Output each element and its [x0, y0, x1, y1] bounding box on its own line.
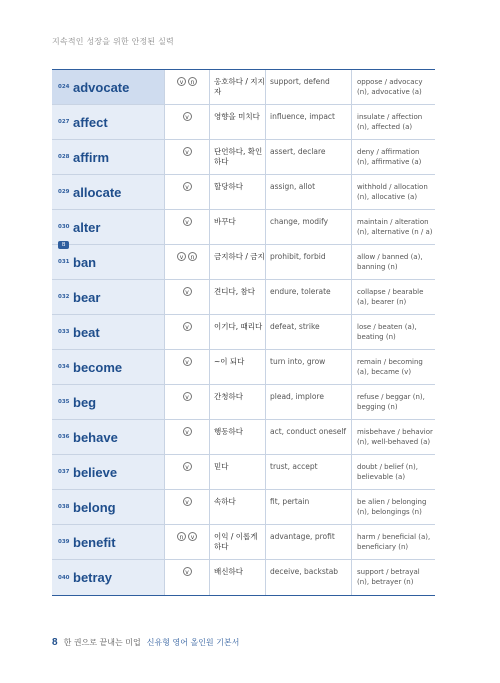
antonyms-derivatives: deny / affirmation (n), affirmative (a): [357, 148, 422, 167]
synonyms: turn into, grow: [266, 350, 352, 384]
pos-cell: [165, 350, 210, 384]
pos-cell: [165, 105, 210, 139]
pos-badge: v: [183, 322, 192, 331]
headword: become: [73, 359, 123, 375]
word-cell: [52, 315, 165, 349]
table-row: [52, 210, 435, 245]
synonyms: act, conduct oneself: [266, 420, 352, 454]
headword: behave: [73, 429, 118, 445]
synonyms: fit, pertain: [266, 490, 352, 524]
pos-badge: v: [177, 252, 186, 261]
pos-cell: [165, 70, 210, 104]
table-row: [52, 315, 435, 350]
pos-badge: v: [183, 287, 192, 296]
korean-meaning: 옹호하다 / 지지자: [210, 70, 266, 104]
headword: believe: [73, 464, 118, 480]
synonyms: advantage, profit: [266, 525, 352, 559]
synonyms: influence, impact: [266, 105, 352, 139]
antonyms-derivatives: insulate / affection (n), affected (a): [357, 113, 423, 132]
table-row: [52, 140, 435, 175]
antonyms-derivatives: refuse / beggar (n), begging (n): [357, 393, 425, 412]
table-row: [52, 350, 435, 385]
synonyms: deceive, backstab: [266, 560, 352, 595]
antonyms-derivatives: maintain / alteration (n), alternative (n / a): [357, 218, 433, 237]
word-cell: [52, 455, 165, 489]
korean-meaning: 할당하다: [210, 175, 266, 209]
entry-number: 035: [58, 399, 70, 405]
table-row: [52, 242, 435, 280]
pos-cell: [165, 245, 210, 279]
entry-number: 031: [58, 259, 70, 265]
table-row: [52, 525, 435, 560]
table-row: [52, 280, 435, 315]
pos-badge: n: [188, 77, 197, 86]
entry-number: 033: [58, 329, 70, 335]
pos-cell: [165, 175, 210, 209]
word-cell: [52, 350, 165, 384]
pos-badge: v: [183, 182, 192, 191]
headword: betray: [73, 570, 113, 585]
antonyms-derivatives: doubt / belief (n), believable (a): [357, 463, 418, 482]
word-cell: [52, 245, 165, 279]
synonyms: assign, allot: [266, 175, 352, 209]
korean-meaning: 이기다, 때리다: [210, 315, 266, 349]
antonyms-derivatives: lose / beaten (a), beating (n): [357, 323, 417, 342]
page-number: 8: [52, 637, 58, 648]
pos-badge: v: [183, 147, 192, 156]
pos-badge: v: [183, 427, 192, 436]
pos-badge: n: [188, 252, 197, 261]
synonyms: change, modify: [266, 210, 352, 244]
antonyms-derivatives: be alien / belonging (n), belongings (n): [357, 498, 427, 517]
antonyms-derivatives: misbehave / behavior (n), well-behaved (a): [357, 428, 433, 447]
entry-number: 040: [58, 574, 70, 581]
entry-number: 037: [58, 469, 70, 475]
korean-meaning: 믿다: [210, 455, 266, 489]
entry-number: 038: [58, 504, 70, 510]
headword: allocate: [73, 184, 122, 200]
table-row: [52, 560, 435, 595]
headword: belong: [73, 499, 116, 515]
synonyms: plead, implore: [266, 385, 352, 419]
pos-badge: v: [183, 217, 192, 226]
entry-number: 034: [58, 364, 70, 370]
antonyms-derivatives: oppose / advocacy (n), advocative (a): [357, 78, 423, 97]
entry-number: 032: [58, 294, 70, 300]
word-cell: [52, 210, 165, 244]
table-row: [52, 420, 435, 455]
antonyms-derivatives: remain / becoming (a), became (v): [357, 358, 423, 377]
korean-meaning: 간청하다: [210, 385, 266, 419]
word-cell: [52, 175, 165, 209]
korean-meaning: 속하다: [210, 490, 266, 524]
headword: bear: [73, 289, 101, 305]
headword: alter: [73, 219, 101, 235]
synonyms: assert, declare: [266, 140, 352, 174]
korean-meaning: 단언하다, 확인하다: [210, 140, 266, 174]
entry-number: 029: [58, 189, 70, 195]
footer-title: 신유형 영어 올인원 기본서: [146, 638, 240, 647]
headword: ban: [73, 254, 97, 270]
synonyms: endure, tolerate: [266, 280, 352, 314]
pos-badge: v: [183, 497, 192, 506]
pos-cell: [165, 420, 210, 454]
vocab-table: [52, 69, 435, 596]
headword: advocate: [73, 79, 130, 95]
page-header: 지속적인 성장을 위한 안정된 실력: [52, 37, 174, 46]
table-row: [52, 105, 435, 140]
page-footer: [52, 637, 239, 648]
pos-badge: v: [177, 77, 186, 86]
table-row: [52, 490, 435, 525]
antonyms-derivatives: allow / banned (a), banning (n): [357, 253, 423, 272]
entry-number: 039: [58, 539, 70, 545]
word-cell: [52, 490, 165, 524]
headword: beg: [73, 394, 97, 410]
antonyms-derivatives: withhold / allocation (n), allocative (a): [357, 183, 428, 202]
korean-meaning: 견디다, 참다: [210, 280, 266, 314]
pos-cell: [165, 385, 210, 419]
pos-cell: [165, 455, 210, 489]
korean-meaning: 바꾸다: [210, 210, 266, 244]
korean-meaning: 배신하다: [210, 560, 266, 595]
word-cell: [52, 420, 165, 454]
pos-cell: [165, 525, 210, 559]
pos-cell: [165, 315, 210, 349]
entry-number: 030: [58, 224, 70, 230]
table-row: [52, 455, 435, 490]
word-cell: [52, 70, 165, 104]
synonyms: trust, accept: [266, 455, 352, 489]
word-cell: [52, 280, 165, 314]
headword: benefit: [73, 534, 116, 550]
pos-badge: v: [183, 567, 192, 576]
pos-cell: [165, 210, 210, 244]
antonyms-derivatives: collapse / bearable (a), bearer (n): [357, 288, 424, 307]
synonyms: support, defend: [266, 70, 352, 104]
pos-cell: [165, 560, 210, 595]
entry-number: 028: [58, 154, 70, 160]
headword: beat: [73, 324, 100, 340]
word-cell: [52, 140, 165, 174]
footer-text: 한 권으로 끝내는 미업: [63, 638, 141, 647]
antonyms-derivatives: harm / beneficial (a), beneficiary (n): [357, 533, 431, 552]
pos-cell: [165, 490, 210, 524]
section-tag: B: [58, 241, 69, 249]
pos-badge: v: [183, 112, 192, 121]
table-row: [52, 175, 435, 210]
entry-number: 024: [58, 84, 70, 90]
korean-meaning: 영향을 미치다: [210, 105, 266, 139]
word-cell: [52, 560, 165, 595]
synonyms: defeat, strike: [266, 315, 352, 349]
korean-meaning: 행동하다: [210, 420, 266, 454]
korean-meaning: 금지하다 / 금지: [210, 245, 266, 279]
antonyms-derivatives: support / betrayal (n), betrayer (n): [357, 568, 420, 587]
pos-cell: [165, 140, 210, 174]
word-cell: [52, 385, 165, 419]
korean-meaning: 이익 / 이롭게 하다: [210, 525, 266, 559]
table-row: [52, 70, 435, 105]
table-row: [52, 385, 435, 420]
pos-badge: n: [177, 532, 186, 541]
pos-cell: [165, 280, 210, 314]
headword: affirm: [73, 149, 110, 165]
word-cell: [52, 105, 165, 139]
pos-badge: v: [183, 357, 192, 366]
pos-badge: v: [183, 392, 192, 401]
pos-badge: v: [188, 532, 197, 541]
synonyms: prohibit, forbid: [266, 245, 352, 279]
entry-number: 036: [58, 434, 70, 440]
pos-badge: v: [183, 462, 192, 471]
word-cell: [52, 525, 165, 559]
korean-meaning: ~이 되다: [210, 350, 266, 384]
headword: affect: [73, 114, 108, 130]
entry-number: 027: [58, 119, 70, 125]
